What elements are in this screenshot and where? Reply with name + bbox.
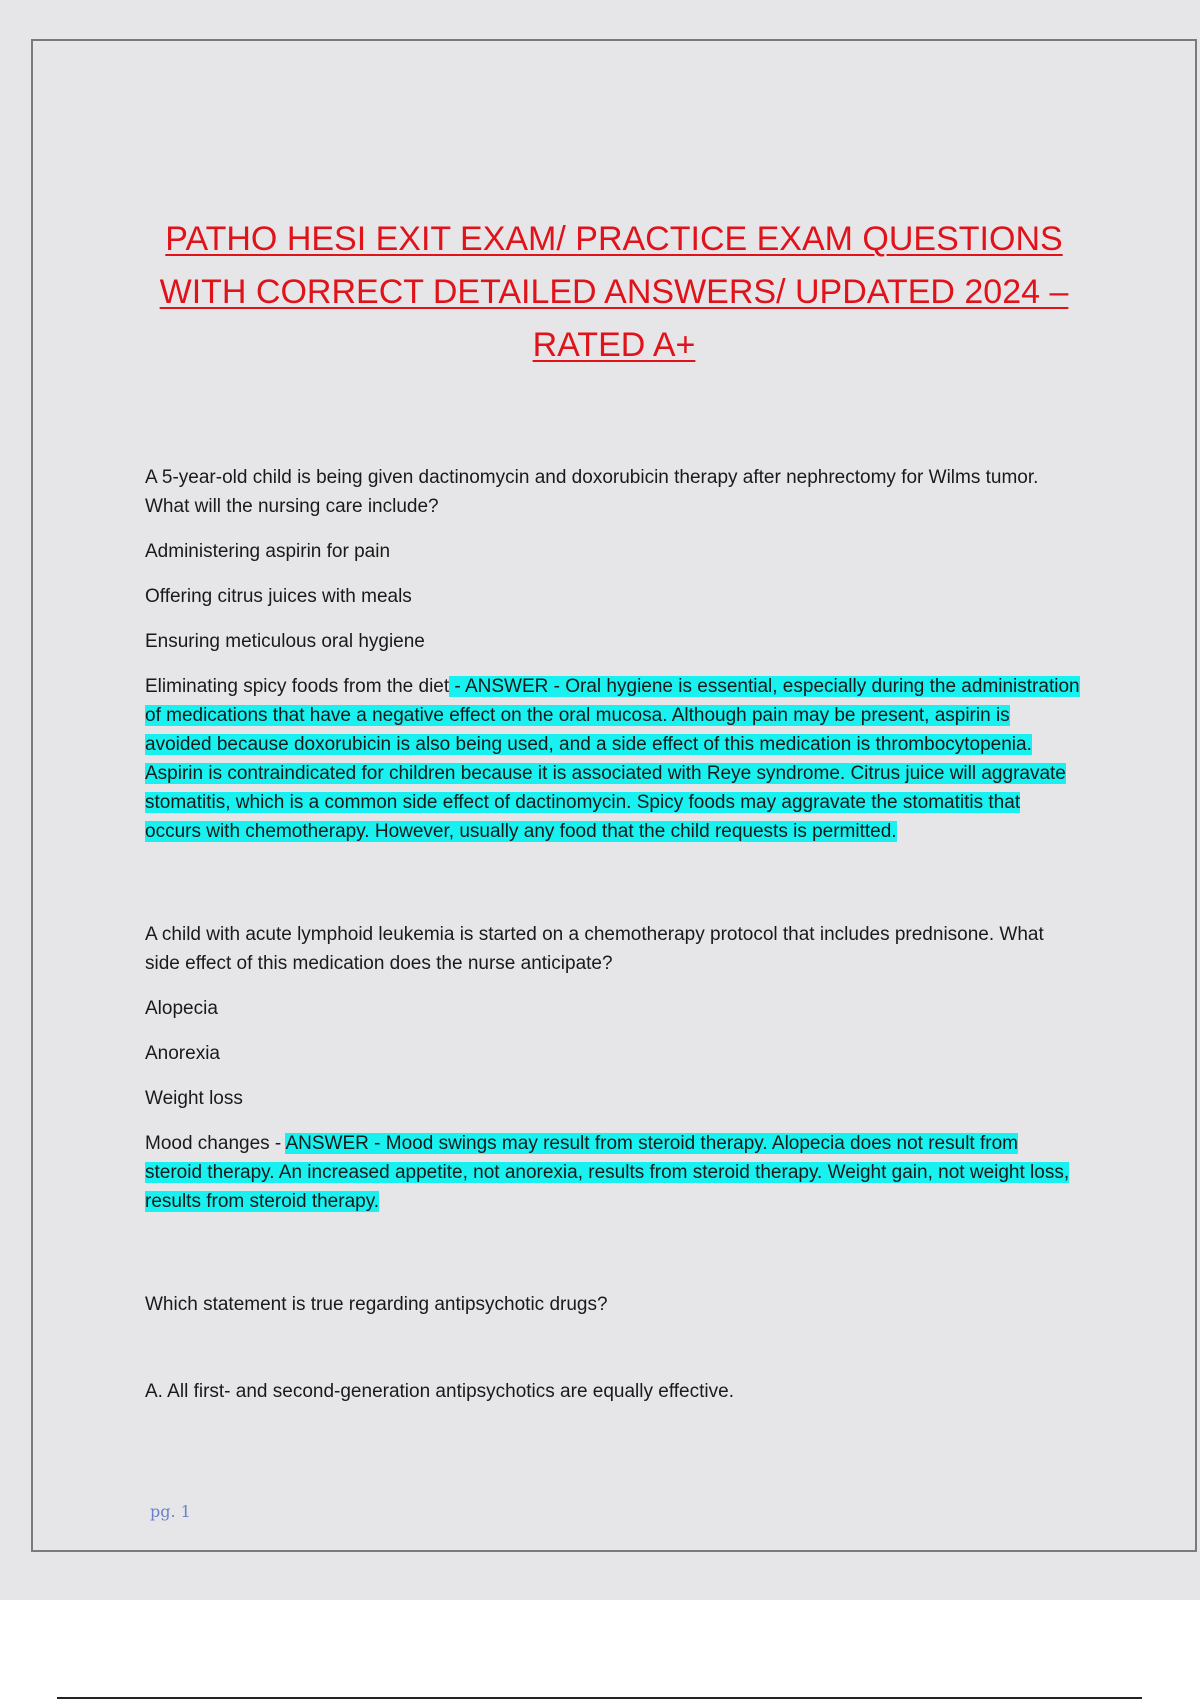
- question-1-answer: - ANSWER - Oral hygiene is essential, especially during the administration of medications that have a negative effect on the oral mucosa. Although pain may be present, aspirin is avoided because doxorubicin is also being used, and a side effect of this medication is thrombocytopenia. Aspirin is contraindicated for children because it is associated with Reye syndrome. Citrus juice will aggravate stomatitis, which is a common side effect of dactinomycin. Spicy foods may aggravate the stomatitis that occurs with chemotherapy. However, usually any food that the child requests is permitted.: [145, 676, 1080, 842]
- title-line-1: PATHO HESI EXIT EXAM/ PRACTICE EXAM QUESTIONS: [165, 220, 1063, 258]
- question-1-option-4-with-answer: [145, 672, 1080, 846]
- question-1-option-4: Eliminating spicy foods from the diet: [145, 676, 450, 697]
- question-1-option-2: Offering citrus juices with meals: [145, 586, 412, 607]
- question-3-option-a: A. All first- and second-generation antipsychotics are equally effective.: [145, 1381, 734, 1402]
- title-line-2: WITH CORRECT DETAILED ANSWERS/ UPDATED 2024 –: [159, 273, 1069, 311]
- question-1-option-3: Ensuring meticulous oral hygiene: [145, 631, 425, 652]
- question-3-text: Which statement is true regarding antipsychotic drugs?: [145, 1294, 608, 1315]
- question-2-text: A child with acute lymphoid leukemia is started on a chemotherapy protocol that includes prednisone. What side effect of this medication does the nurse anticipate?: [145, 924, 1044, 974]
- exam-content: [145, 463, 1080, 1422]
- spacer: [145, 1232, 1080, 1290]
- question-2-option-3: Weight loss: [145, 1088, 243, 1109]
- divider-line: [57, 1697, 1142, 1699]
- page-title: [33, 213, 1195, 372]
- question-1-option-1: Administering aspirin for pain: [145, 541, 391, 562]
- question-1-text: A 5-year-old child is being given dactinomycin and doxorubicin therapy after nephrectomy for Wilms tumor. What will the nursing care include?: [145, 467, 1039, 517]
- title-line-3: RATED A+: [532, 326, 696, 364]
- page-number: pg. 1: [150, 1502, 191, 1521]
- question-2-option-1: Alopecia: [145, 998, 218, 1019]
- question-2-option-2: Anorexia: [145, 1043, 220, 1064]
- spacer: [145, 862, 1080, 920]
- question-2-option-4: Mood changes -: [145, 1133, 286, 1154]
- question-2-option-4-with-answer: [145, 1129, 1080, 1216]
- question-2-answer: ANSWER - Mood swings may result from steroid therapy. Alopecia does not result from steroid therapy. An increased appetite, not anorexia, results from steroid therapy. Weight gain, not weight loss, results from steroid therapy.: [145, 1133, 1070, 1212]
- spacer: [145, 1335, 1080, 1377]
